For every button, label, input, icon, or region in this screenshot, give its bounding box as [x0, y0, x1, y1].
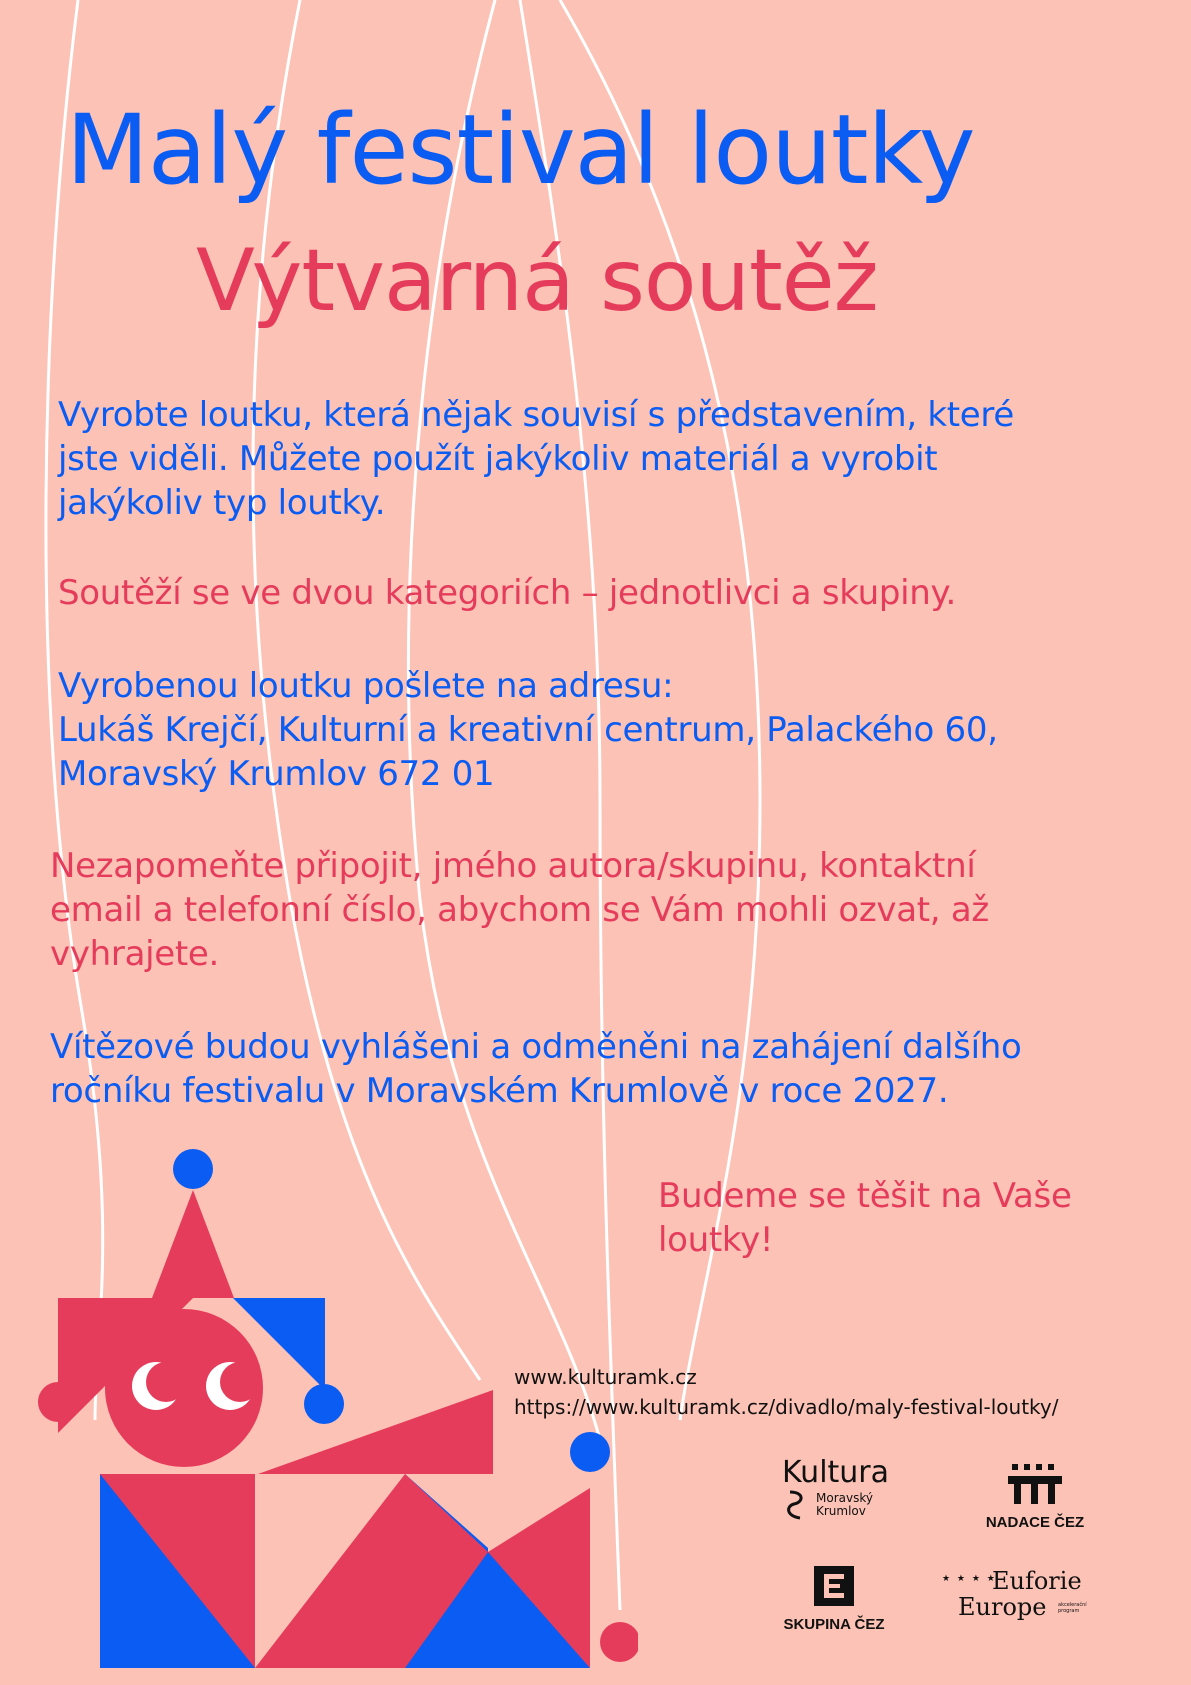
closing-paragraph: Budeme se těšit na Vaše loutky! — [658, 1176, 1072, 1260]
festival-url-link[interactable]: https://www.kulturamk.cz/divadlo/maly-festival-loutky/ — [514, 1395, 1059, 1419]
europe-word: Europe — [958, 1593, 1047, 1621]
address-paragraph: Vyrobenou loutku pošlete na adresu: Lukáš Krejčí, Kulturní a kreativní centrum, Palackého 60, Moravský Krumlov 672 01 — [58, 666, 998, 794]
intro-paragraph: Vyrobte loutku, která nějak souvisí s představením, které jste viděli. Můžete použít jakýkoliv materiál a vyrobit jakýkoliv typ loutky. — [58, 395, 1014, 523]
competition-subtitle: Výtvarná soutěž — [196, 231, 878, 331]
euforie-small-text: akcelerační program — [1058, 1602, 1087, 1614]
euforie-europe-logo — [942, 1568, 1102, 1620]
categories-paragraph: Soutěží se ve dvou kategoriích – jednotlivci a skupiny. — [58, 573, 957, 613]
festival-title: Malý festival loutky — [66, 94, 975, 206]
euforie-word: Euforie — [992, 1567, 1082, 1595]
skupina-cez-logo — [775, 1566, 893, 1633]
puppet-illustration — [38, 1148, 638, 1668]
winners-paragraph: Vítězové budou vyhlášeni a odměněni na zahájení dalšího ročníku festivalu v Moravském Krumlově v roce 2027. — [50, 1027, 1022, 1111]
kultura-logo-line2: Krumlov — [816, 1504, 866, 1518]
kultura-logo-line1: Moravský — [816, 1491, 873, 1505]
reminder-paragraph: Nezapomeňte připojit, jmého autora/skupinu, kontaktní email a telefonní číslo, abychom se Vám mohli ozvat, až vyhrajete. — [50, 846, 989, 974]
kultura-moravsky-krumlov-logo — [782, 1455, 890, 1518]
website-link[interactable]: www.kulturamk.cz — [514, 1365, 697, 1389]
euforie-stars: ★ ★ ★ ★ — [942, 1574, 997, 1584]
cez-e-icon — [814, 1566, 854, 1606]
nadace-cez-logo — [981, 1464, 1089, 1531]
nadace-cez-icon — [1008, 1464, 1062, 1504]
skupina-cez-label: SKUPINA ČEZ — [783, 1616, 885, 1633]
kultura-swirl-icon — [786, 1490, 808, 1520]
kultura-logo-name: Kultura — [782, 1455, 890, 1490]
nadace-cez-label: NADACE ČEZ — [985, 1514, 1085, 1531]
